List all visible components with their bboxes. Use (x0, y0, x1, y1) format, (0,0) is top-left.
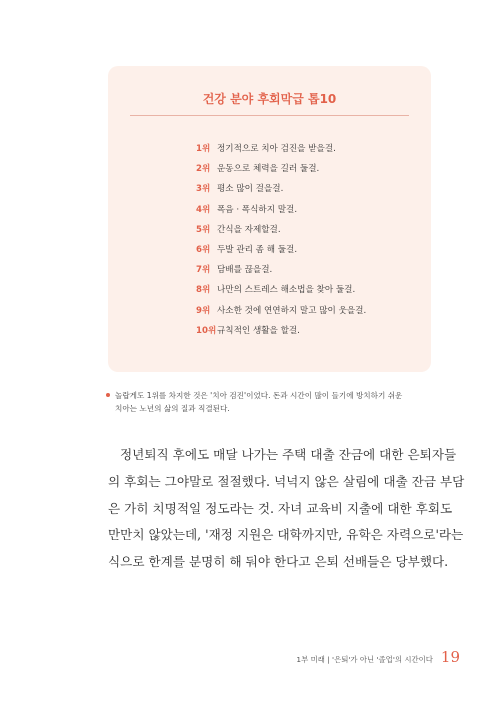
ranking-list (196, 138, 416, 340)
rank-text: 담배를 끊을걸. (217, 265, 273, 276)
rank-number: 7위 (196, 265, 211, 276)
rank-text: 정기적으로 치아 검진을 받을걸. (217, 144, 336, 155)
body-line: 식으로 한계를 분명히 해 둬야 한다고 은퇴 선배들은 당부했다. (108, 554, 449, 570)
ranking-item (196, 138, 416, 158)
ranking-item (196, 320, 416, 340)
page-footer (296, 648, 460, 666)
caption-line: 치아는 노년의 삶의 질과 직결된다. (115, 404, 230, 413)
box-title: 건강 분야 후회막급 톱10 (202, 92, 337, 106)
rank-number: 8위 (196, 285, 211, 296)
rank-number: 1위 (196, 144, 211, 155)
ranking-item (196, 178, 416, 198)
title-divider (130, 115, 409, 116)
rank-number: 9위 (196, 305, 211, 316)
regret-top10-box (108, 66, 431, 372)
rank-number: 5위 (196, 224, 211, 235)
body-line: 은 가히 치명적일 정도라는 것. 자녀 교육비 지출에 대한 후회도 (108, 500, 453, 516)
body-line: 의 후회는 그야말로 절절했다. 넉넉지 않은 살림에 대출 잔금 부담 (108, 473, 465, 489)
ranking-item (196, 259, 416, 279)
rank-number: 3위 (196, 184, 211, 195)
ranking-item (196, 199, 416, 219)
caption-line: 놀랍게도 1위를 차지한 것은 '치아 검진'이었다. 돈과 시간이 많이 들기에 방치하기 쉬운 (115, 391, 403, 400)
rank-number: 4위 (196, 204, 211, 215)
rank-number: 6위 (196, 245, 211, 256)
chapter-title: 1부 미래 | '은퇴'가 아닌 '졸업'의 시간이다 (296, 655, 433, 664)
bullet-icon (106, 393, 110, 397)
ranking-item (196, 239, 416, 259)
rank-number: 2위 (196, 164, 211, 175)
ranking-item (196, 158, 416, 178)
body-text (108, 442, 465, 576)
rank-text: 사소한 것에 연연하지 말고 많이 웃을걸. (217, 305, 367, 316)
rank-text: 나만의 스트레스 해소법을 찾아 둘걸. (217, 285, 356, 296)
page-number: 19 (440, 648, 460, 666)
ranking-item (196, 300, 416, 320)
rank-text: 운동으로 체력을 길러 둘걸. (217, 164, 320, 175)
rank-text: 간식을 자제할걸. (217, 224, 281, 235)
body-line: 정년퇴직 후에도 매달 나가는 주택 대출 잔금에 대한 은퇴자들 (120, 447, 457, 462)
caption-note (115, 389, 445, 415)
body-line: 만만치 않았는데, '재정 지원은 대학까지만, 유학은 자력으로'라는 (108, 527, 464, 543)
rank-text: 규칙적인 생활을 할걸. (217, 325, 300, 336)
rank-number: 10위 (196, 325, 217, 336)
rank-text: 평소 많이 걸을걸. (217, 184, 284, 195)
rank-text: 두발 관리 좀 해 둘걸. (217, 245, 298, 256)
rank-text: 폭음 · 폭식하지 말걸. (217, 204, 298, 215)
ranking-item (196, 219, 416, 239)
ranking-item (196, 279, 416, 299)
